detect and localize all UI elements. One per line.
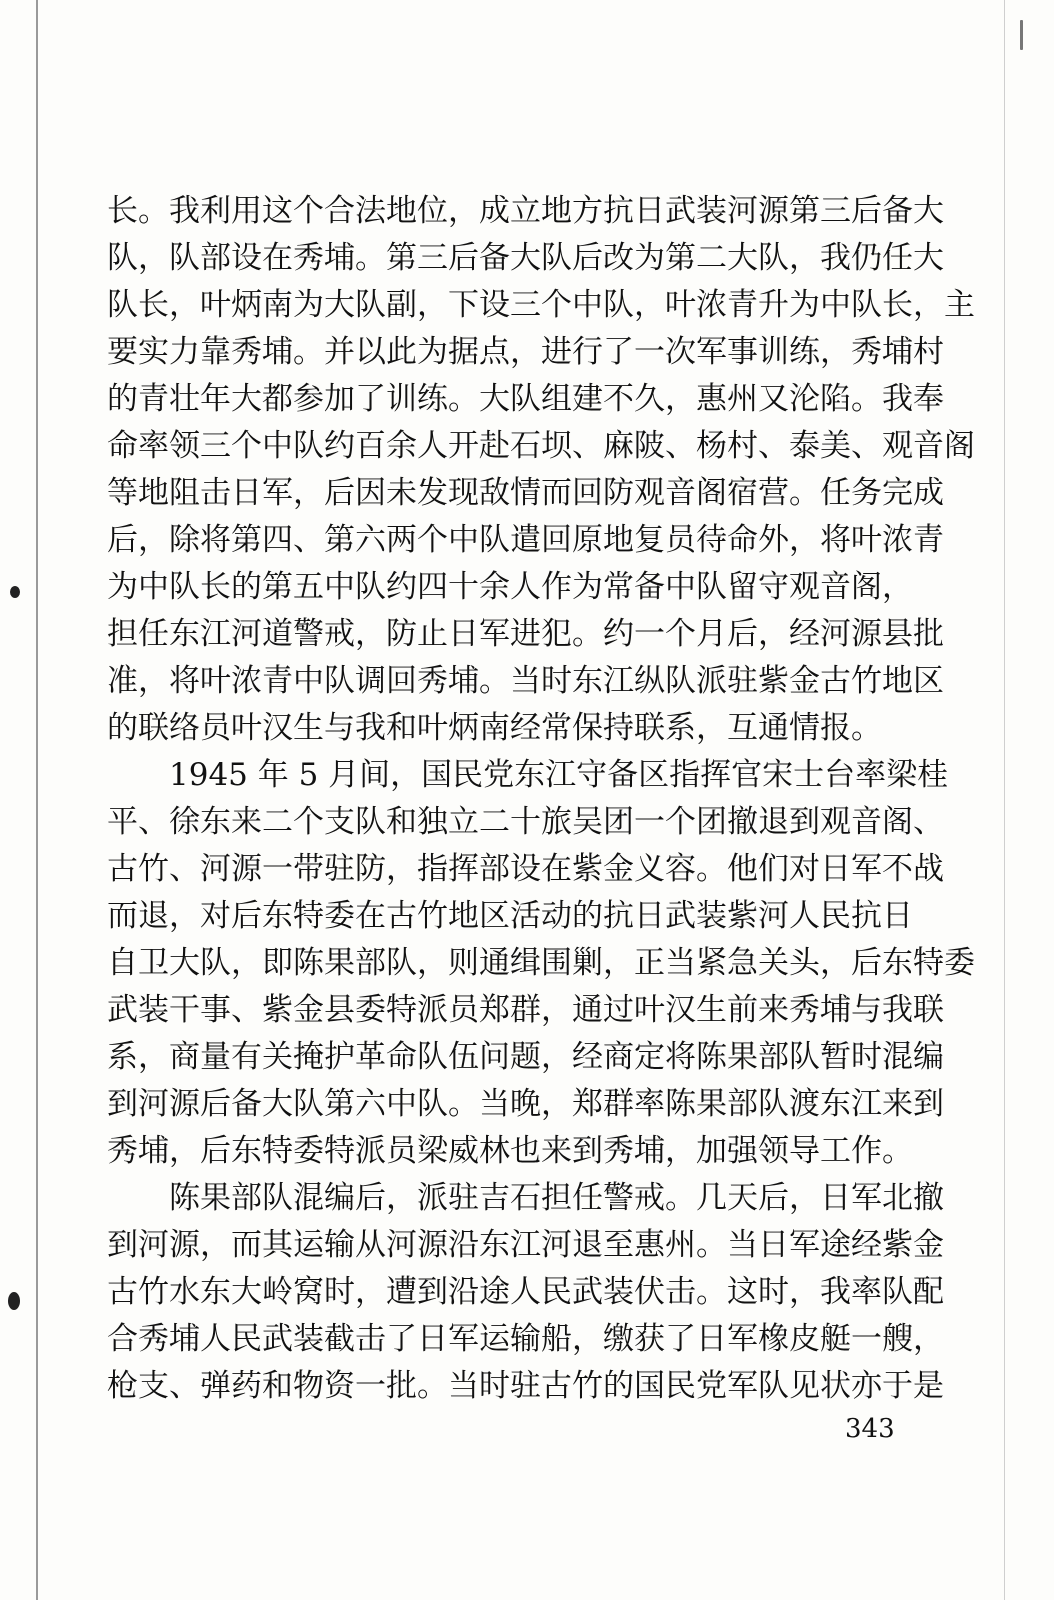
text-line: 要实力靠秀埔。并以此为据点，进行了一次军事训练，秀埔村 xyxy=(107,334,944,370)
text-line: 后，除将第四、第六两个中队遣回原地复员待命外，将叶浓青 xyxy=(107,522,944,558)
text-line: 平、徐东来二个支队和独立二十旅吴团一个团撤退到观音阁、 xyxy=(107,804,944,840)
body-text xyxy=(107,188,975,1410)
text-line: 到河源后备大队第六中队。当晚，郑群率陈果部队渡东江来到 xyxy=(107,1086,944,1122)
text-line: 为中队长的第五中队约四十余人作为常备中队留守观音阁， xyxy=(107,569,913,605)
scan-speck xyxy=(10,586,20,598)
text-line: 到河源，而其运输从河源沿东江河退至惠州。当日军途经紫金 xyxy=(107,1227,944,1263)
text-line: 古竹、河源一带驻防，指挥部设在紫金义容。他们对日军不战 xyxy=(107,851,944,887)
text-line: 队，队部设在秀埔。第三后备大队后改为第二大队，我仍任大 xyxy=(107,240,944,276)
text-line: 准，将叶浓青中队调回秀埔。当时东江纵队派驻紫金古竹地区 xyxy=(107,663,944,699)
page-number: 343 xyxy=(845,1414,895,1444)
scan-speck xyxy=(1020,20,1023,50)
text-line: 队长，叶炳南为大队副，下设三个中队，叶浓青升为中队长，主 xyxy=(107,287,975,323)
binding-edge-line xyxy=(36,0,38,1600)
text-line: 的联络员叶汉生与我和叶炳南经常保持联系，互通情报。 xyxy=(107,710,882,746)
text-line: 合秀埔人民武装截击了日军运输船，缴获了日军橡皮艇一艘， xyxy=(107,1321,944,1357)
text-line: 自卫大队，即陈果部队，则通缉围剿，正当紧急关头，后东特委 xyxy=(107,945,975,981)
scan-speck xyxy=(8,1292,20,1310)
text-line: 枪支、弹药和物资一批。当时驻古竹的国民党军队见状亦于是 xyxy=(107,1368,944,1404)
text-line: 担任东江河道警戒，防止日军进犯。约一个月后，经河源县批 xyxy=(107,616,944,652)
text-line: 等地阻击日军，后因未发现敌情而回防观音阁宿营。任务完成 xyxy=(107,475,944,511)
text-line: 秀埔，后东特委特派员梁威林也来到秀埔，加强领导工作。 xyxy=(107,1133,913,1169)
text-line: 古竹水东大岭窝时，遭到沿途人民武装伏击。这时，我率队配 xyxy=(107,1274,944,1310)
paragraph-start-line: 1945 年 5 月间，国民党东江守备区指挥官宋士台率梁桂 xyxy=(169,757,949,793)
text-line: 系，商量有关掩护革命队伍问题，经商定将陈果部队暂时混编 xyxy=(107,1039,944,1075)
text-line: 而退，对后东特委在古竹地区活动的抗日武装紫河人民抗日 xyxy=(107,898,913,934)
text-line: 命率领三个中队约百余人开赴石坝、麻陂、杨村、泰美、观音阁 xyxy=(107,428,975,464)
page-edge-line xyxy=(1004,0,1005,1600)
paragraph-start-line: 陈果部队混编后，派驻吉石担任警戒。几天后，日军北撤 xyxy=(169,1180,944,1216)
text-line: 的青壮年大都参加了训练。大队组建不久，惠州又沦陷。我奉 xyxy=(107,381,944,417)
text-line: 长。我利用这个合法地位，成立地方抗日武装河源第三后备大 xyxy=(107,193,944,229)
text-line: 武装干事、紫金县委特派员郑群，通过叶汉生前来秀埔与我联 xyxy=(107,992,944,1028)
